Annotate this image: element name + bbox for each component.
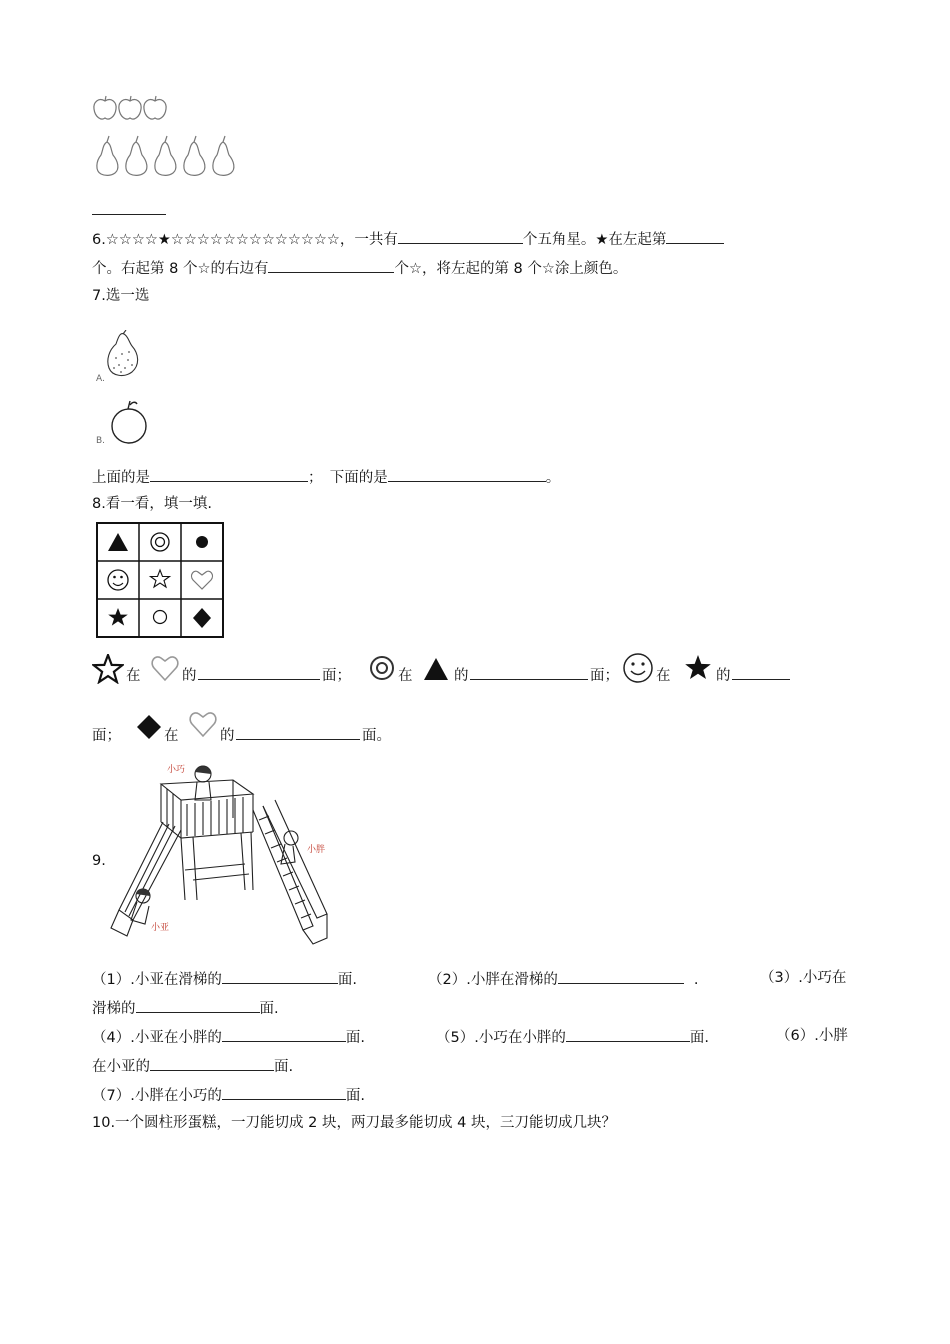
q9-text: 面. <box>345 1030 365 1046</box>
label-xiaopang: 小胖 <box>307 845 326 855</box>
q9-s2 <box>428 968 698 990</box>
q7-answer-line <box>92 466 560 488</box>
q8-symbol-grid <box>96 522 224 638</box>
q7-option-a[interactable] <box>94 330 144 386</box>
q7-blank-down[interactable] <box>388 466 546 482</box>
apple-row <box>92 94 172 122</box>
q6-text: 个五角星。★在左起第 <box>522 232 667 248</box>
heart-outline-icon <box>188 710 218 738</box>
q9-text: （4）.小亚在小胖的 <box>92 1030 222 1046</box>
q9-blank-1[interactable] <box>222 968 338 984</box>
q8-text: 面； <box>92 728 121 744</box>
q6-text: 个☆，将左起的第 8 个☆涂上颜色。 <box>394 261 628 277</box>
smiley-face-icon <box>622 652 654 684</box>
q8-text: 在 <box>398 668 413 684</box>
label-xiaoqiao: 小巧 <box>167 765 186 775</box>
q9-blank-7[interactable] <box>222 1084 346 1100</box>
star-outline-icon <box>92 654 124 684</box>
star-solid-icon <box>684 654 712 680</box>
q10-text: 10.一个圆柱形蛋糕，一刀能切成 2 块，两刀最多能切成 4 块，三刀能切成几块？ <box>92 1115 616 1131</box>
q9-blank-6[interactable] <box>150 1055 274 1071</box>
q9-s6 <box>92 1055 293 1077</box>
q9-blank-3[interactable] <box>136 997 260 1013</box>
q8-blank-3[interactable] <box>732 664 790 680</box>
q9-s1 <box>92 968 357 990</box>
q9-text: . <box>693 972 699 988</box>
q7-label-b: B. <box>96 436 106 446</box>
q9-blank-4[interactable] <box>222 1026 346 1042</box>
q9-text: （7）.小胖在小巧的 <box>92 1088 222 1104</box>
pear-row <box>92 134 242 178</box>
q9-number: 9. <box>92 853 106 869</box>
q9-s3 <box>92 997 279 1019</box>
q7-text: 。 <box>545 470 561 486</box>
q6-stars: ☆☆☆☆★☆☆☆☆☆☆☆☆☆☆☆☆☆ <box>105 232 340 248</box>
q9-s5 <box>436 1026 709 1048</box>
q9-blank-5[interactable] <box>566 1026 690 1042</box>
q6-line-2 <box>92 257 627 279</box>
q8-text: 的 <box>454 668 469 684</box>
q7-title: 7.选一选 <box>92 288 150 304</box>
label-xiaoya: 小亚 <box>151 923 170 933</box>
q9-text: 面. <box>259 1001 279 1017</box>
q8-text: 面； <box>322 668 351 684</box>
q8-text: 在 <box>126 668 141 684</box>
q6-blank-right[interactable] <box>268 257 394 273</box>
q8-blank-2[interactable] <box>470 664 588 680</box>
diamond-icon <box>136 714 162 740</box>
q6-number: 6. <box>92 232 106 248</box>
q6-blank-total[interactable] <box>398 228 523 244</box>
q7-label-a: A. <box>96 374 105 384</box>
q6-text: 个。右起第 8 个☆的右边有 <box>92 261 269 277</box>
q6-line-1 <box>92 228 724 250</box>
q6-blank-position[interactable] <box>666 228 724 244</box>
q8-text: 在 <box>164 728 179 744</box>
q8-blank-1[interactable] <box>198 664 320 680</box>
q9-s7 <box>92 1084 365 1106</box>
q7-blank-up[interactable] <box>150 466 308 482</box>
heart-outline-icon <box>150 654 180 682</box>
q9-text: 面. <box>345 1088 365 1104</box>
q9-text: 面. <box>689 1030 709 1046</box>
q8-text: 的 <box>182 668 197 684</box>
q9-text: 面. <box>337 972 357 988</box>
q9-text: 面. <box>274 1059 294 1075</box>
q9-text: （1）.小亚在滑梯的 <box>92 972 222 988</box>
q7-text: 上面的是 <box>92 470 150 486</box>
q9-text: 在小亚的 <box>92 1059 150 1075</box>
q9-s6a: （6）.小胖 <box>776 1028 848 1044</box>
q9-text: （5）.小巧在小胖的 <box>436 1030 566 1046</box>
q7-text: ； 下面的是 <box>308 470 388 486</box>
q9-s3a: （3）.小巧在 <box>760 970 847 986</box>
slide-illustration <box>103 760 337 946</box>
q8-title: 8.看一看，填一填. <box>92 496 212 512</box>
q7-option-b[interactable] <box>94 398 154 448</box>
q9-blank-2[interactable] <box>558 968 684 984</box>
q9-s4 <box>92 1026 365 1048</box>
q8-text: 的 <box>716 668 731 684</box>
triangle-icon <box>422 656 450 682</box>
answer-blank[interactable] <box>92 198 166 215</box>
q6-text: ，一共有 <box>339 232 398 248</box>
q9-text: （2）.小胖在滑梯的 <box>428 972 558 988</box>
q8-blank-4[interactable] <box>236 724 360 740</box>
q9-text: 滑梯的 <box>92 1001 136 1017</box>
q8-text: 在 <box>656 668 671 684</box>
q8-text: 面。 <box>362 728 391 744</box>
q8-text: 的 <box>220 728 235 744</box>
double-circle-icon <box>368 654 396 682</box>
q8-text: 面； <box>590 668 619 684</box>
